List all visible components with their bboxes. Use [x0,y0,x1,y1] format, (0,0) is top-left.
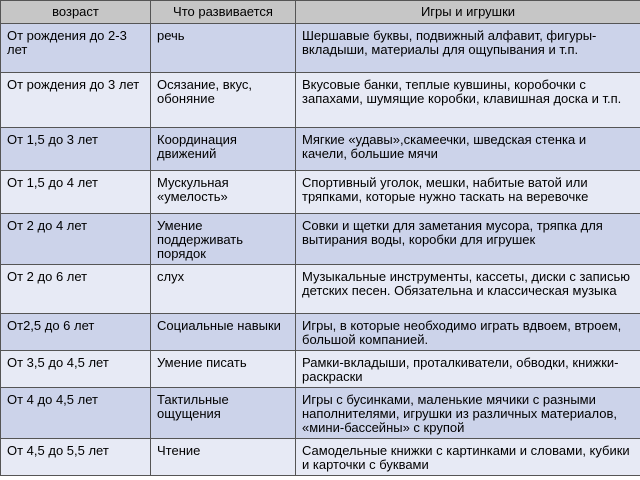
age-cell: От 2 до 6 лет [1,265,151,314]
table-row [1,351,640,388]
age-cell: От 1,5 до 3 лет [1,128,151,171]
toys-cell: Самодельные книжки с картинками и словами, кубики и карточки с буквами [296,439,640,476]
develops-cell: Умение поддерживать порядок [151,214,296,265]
develops-cell: Тактильные ощущения [151,388,296,439]
age-cell: От 2 до 4 лет [1,214,151,265]
table-row [1,388,640,439]
develops-cell: слух [151,265,296,314]
table-row [1,171,640,214]
toys-cell: Игры с бусинками, маленькие мячики с разными наполнителями, игрушки из различных материалов, «мини-бассейны» с крупой [296,388,640,439]
develops-cell: Осязание, вкус, обоняние [151,73,296,128]
develops-cell: Чтение [151,439,296,476]
toys-cell: Совки и щетки для заметания мусора, тряпка для вытирания воды, коробки для игрушек [296,214,640,265]
table-row [1,265,640,314]
toys-cell: Музыкальные инструменты, кассеты, диски с записью детских песен. Обязательна и классическая музыка [296,265,640,314]
age-cell: От рождения до 2-3 лет [1,24,151,73]
table-row [1,24,640,73]
age-cell: От рождения до 3 лет [1,73,151,128]
table-row [1,439,640,476]
table-row [1,214,640,265]
toys-cell: Шершавые буквы, подвижный алфавит, фигуры-вкладыши, материалы для ощупывания и т.п. [296,24,640,73]
toys-cell: Спортивный уголок, мешки, набитые ватой или тряпками, которые нужно таскать на веревочке [296,171,640,214]
develops-cell: Координация движений [151,128,296,171]
age-cell: От 4 до 4,5 лет [1,388,151,439]
toys-cell: Игры, в которые необходимо играть вдвоем, втроем, большой компанией. [296,314,640,351]
header-age: возраст [1,1,151,24]
table-header-row [1,1,640,24]
age-cell: От 4,5 до 5,5 лет [1,439,151,476]
develops-cell: речь [151,24,296,73]
header-toys: Игры и игрушки [296,1,640,24]
toys-cell: Мягкие «удавы»,скамеечки, шведская стенка и качели, большие мячи [296,128,640,171]
table-row [1,128,640,171]
table-row [1,73,640,128]
develops-cell: Умение писать [151,351,296,388]
age-cell: От2,5 до 6 лет [1,314,151,351]
table-row [1,314,640,351]
develops-cell: Социальные навыки [151,314,296,351]
header-develops: Что развивается [151,1,296,24]
age-cell: От 3,5 до 4,5 лет [1,351,151,388]
toys-cell: Вкусовые банки, теплые кувшины, коробочки с запахами, шумящие коробки, клавишная доска и т.п. [296,73,640,128]
age-cell: От 1,5 до 4 лет [1,171,151,214]
toys-cell: Рамки-вкладыши, проталкиватели, обводки, книжки-раскраски [296,351,640,388]
develops-cell: Мускульная «умелость» [151,171,296,214]
